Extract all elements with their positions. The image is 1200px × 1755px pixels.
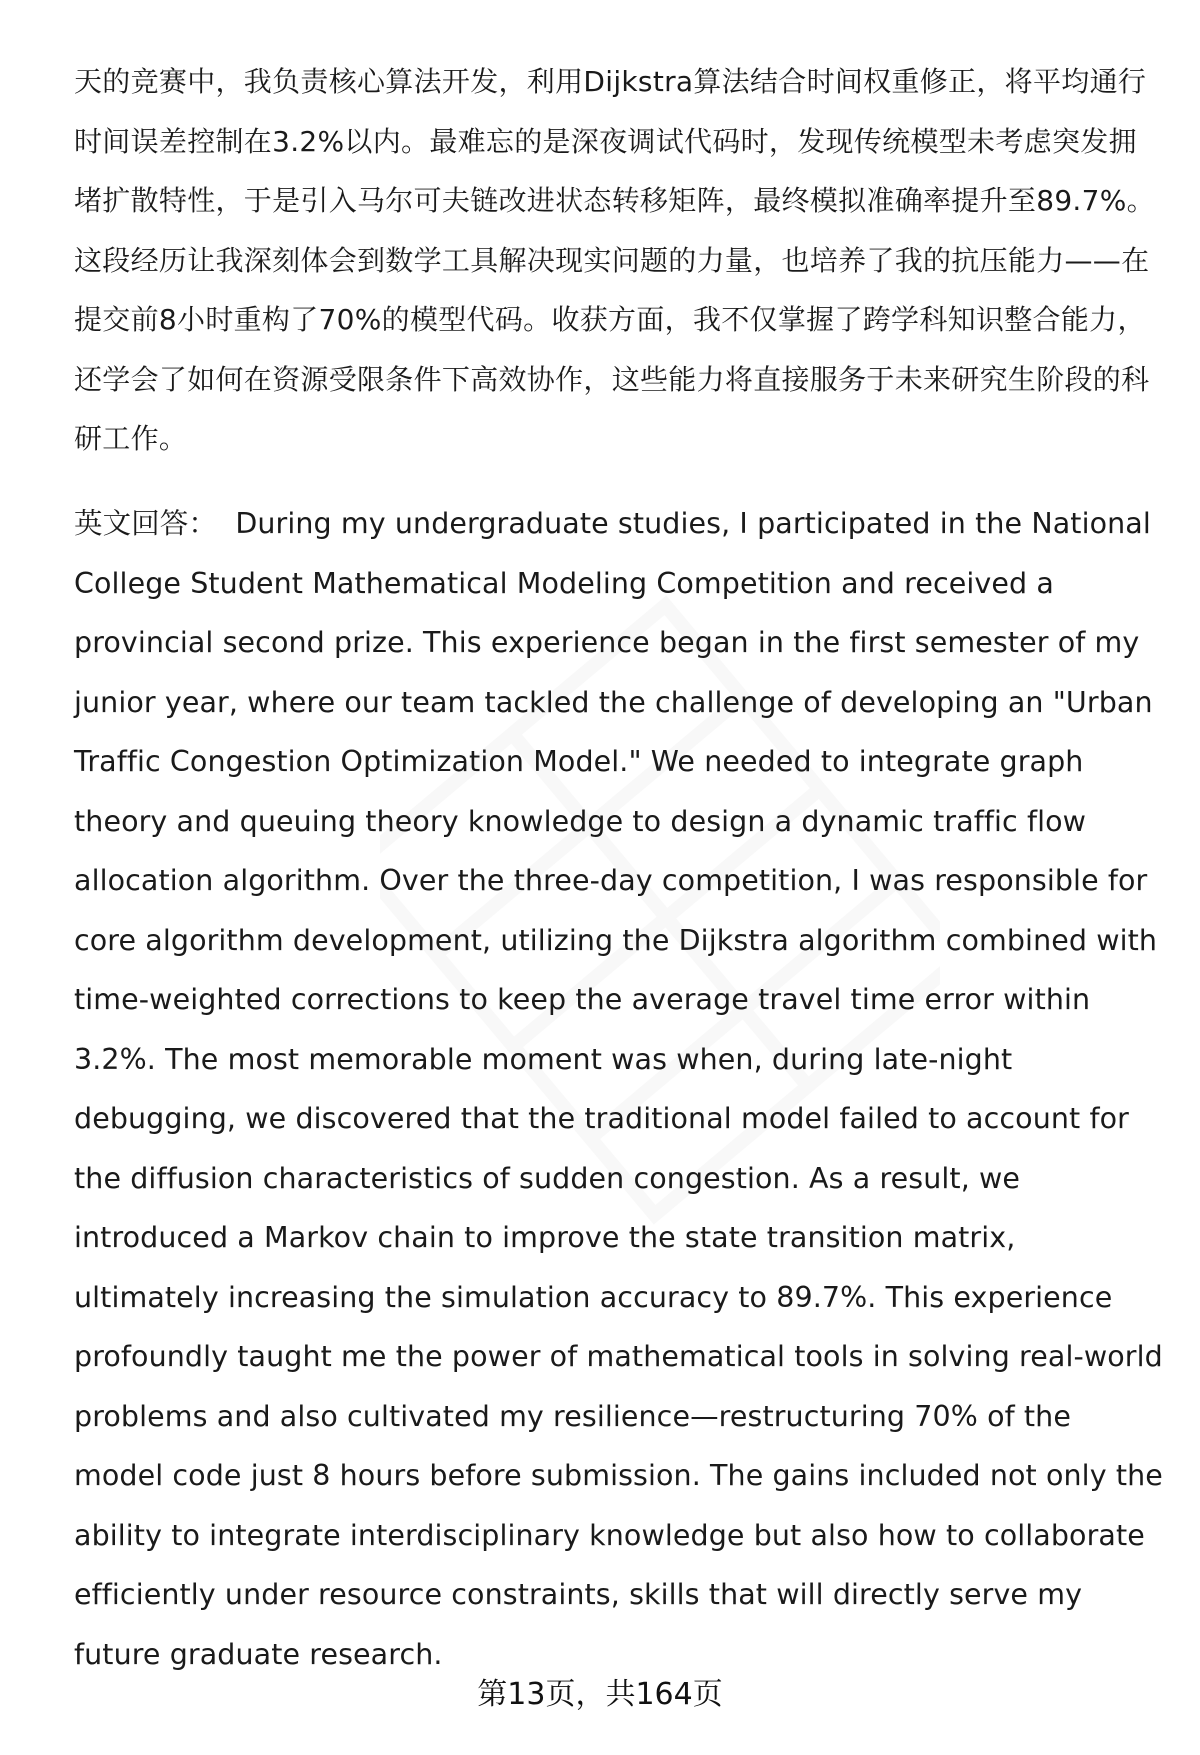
chinese-answer-paragraph: 天的竞赛中，我负责核心算法开发，利用Dijkstra算法结合时间权重修正，将平均通行时间误差控制在3.2%以内。最难忘的是深夜调试代码时，发现传统模型未考虑突发拥堵扩散特性，于是引入马尔可夫链改进状态转移矩阵，最终模拟准确率提升至89.7%。这段经历让我深刻体会到数学工具解决现实问题的力量，也培养了我的抗压能力——在提交前8小时重构了70%的模型代码。收获方面，我不仅掌握了跨学科知识整合能力，还学会了如何在资源受限条件下高效协作，这些能力将直接服务于未来研究生阶段的科研工作。 <box>74 65 1155 455</box>
page-number: 第13页，共164页 <box>477 1677 723 1712</box>
english-answer-text: During my undergraduate studies, I participated in the National College Student Mathematical Modeling Competition and received a provincial second prize. This experience began in the first semester of my junior year, where our team tackled the challenge of developing an "Urban Traffic Congestion Optimization Model." We needed to integrate graph theory and queuing theory knowledge to design a dynamic traffic flow allocation algorithm. Over the three-day competition, I was responsible for core algorithm development, utilizing the Dijkstra algorithm combined with time-weighted corrections to keep the average travel time error within 3.2%. The most memorable moment was when, during late-night debugging, we discovered that the traditional model failed to account for the diffusion characteristics of sudden congestion. As a result, we introduced a Markov chain to improve the state transition matrix, ultimately increasing the simulation accuracy to 89.7%. This experience profoundly taught me the power of mathematical tools in solving real-world problems and also cultivated my resilience—restructuring 70% of the model code just 8 hours before submission. The gains included not only the ability to integrate interdisciplinary knowledge but also how to collaborate efficiently under resource constraints, skills that will directly serve my future graduate research. <box>74 507 1163 1671</box>
english-answer-paragraph <box>74 494 1164 1684</box>
english-answer-label: 英文回答： <box>74 507 218 540</box>
